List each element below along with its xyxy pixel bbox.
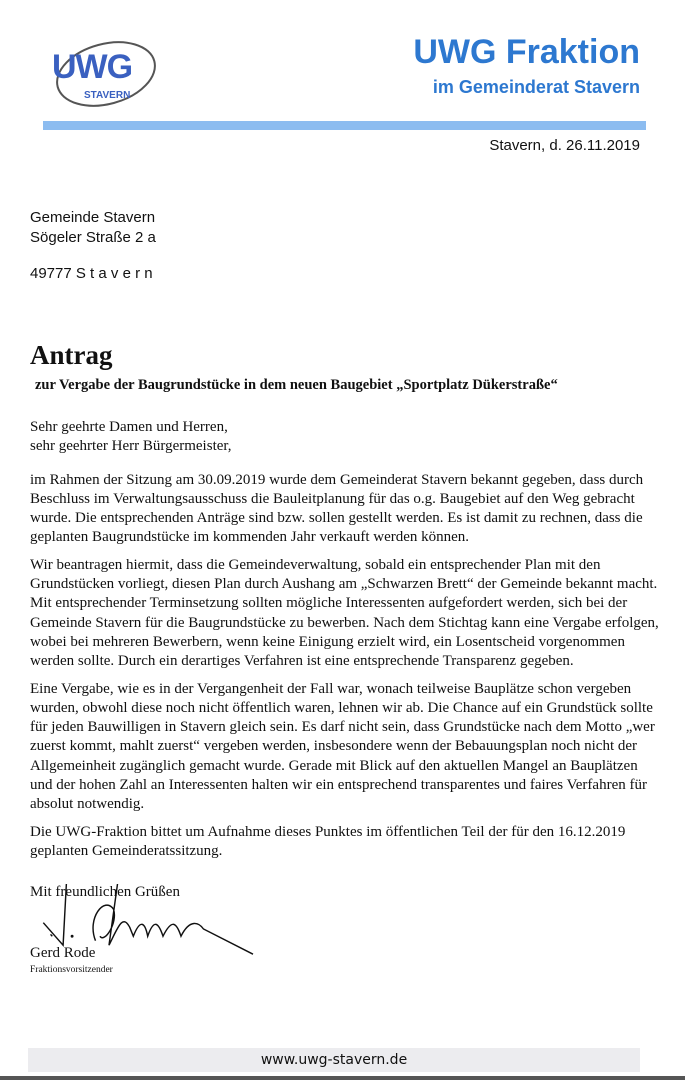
salutation-line: sehr geehrter Herr Bürgermeister, <box>30 438 232 455</box>
salutation-line: Sehr geehrte Damen und Herren, <box>30 419 228 435</box>
document-heading: Antrag <box>30 340 113 370</box>
letter-body <box>30 418 662 861</box>
closing: Mit freundlichen Grüßen <box>30 884 180 901</box>
recipient-city: 49777 S t a v e r n <box>30 265 153 282</box>
recipient-street: Sögeler Straße 2 a <box>30 229 156 246</box>
header-divider <box>43 121 646 130</box>
logo-text: UWG <box>52 48 133 86</box>
signer-name: Gerd Rode <box>30 945 96 962</box>
recipient-name: Gemeinde Stavern <box>30 209 156 226</box>
footer-website: www.uwg-stavern.de <box>28 1048 640 1072</box>
letterhead-title: UWG Fraktion <box>413 33 640 71</box>
letterhead-subtitle: im Gemeinderat Stavern <box>432 77 640 97</box>
logo-subtext: STAVERN <box>84 90 131 101</box>
paragraph: Wir beantragen hiermit, dass die Gemeindeverwaltung, sobald ein entsprechender Plan mit den Grundstücken vorliegt, diesen Plan durch Aushang am „Schwarzen Brett“ der Gemeinde bekannt macht. Mit entsprechender Terminsetzung sollten mögliche Interessenten aufgefordert werden, sich bei der Gemeinde Stavern für die Baugrundstücke zu bewerben. Nach dem Stichtag kann eine Vergabe erfolgen, wobei bei mehreren Bewerbern, wenn keine Einigung erzielt wird, ein Losentscheid vorgenommen werden sollte. Durch ein derartiges Verfahren ist eine entsprechende Transparenz gegeben. <box>30 556 659 670</box>
paragraph: im Rahmen der Sitzung am 30.09.2019 wurde dem Gemeinderat Stavern bekannt gegeben, dass durch Beschluss im Verwaltungsausschuss die Bauleitplanung für das o.g. Baugebiet auf den Weg gebracht wurde. Die entsprechenden Anträge sind bzw. sollen gestellt werden. Es ist damit zu rechnen, dass die geplanten Baugrundstücke im kommenden Jahr verkauft werden können. <box>30 471 644 546</box>
uwg-logo <box>44 34 160 112</box>
salutation <box>30 418 662 457</box>
letter-date: Stavern, d. 26.11.2019 <box>489 137 640 154</box>
paragraph: Die UWG-Fraktion bittet um Aufnahme dieses Punktes im öffentlichen Teil der für den 16.12.2019 geplanten Gemeinderatssitzung. <box>30 823 626 859</box>
document-subheading: zur Vergabe der Baugrundstücke in dem neuen Baugebiet „Sportplatz Dükerstraße“ <box>35 377 558 393</box>
letter-content <box>30 418 662 976</box>
paragraph: Eine Vergabe, wie es in der Vergangenheit der Fall war, wonach teilweise Bauplätze schon vergeben wurden, obwohl diese noch nicht öffentlich waren, lehnen wir ab. Die Chance auf ein Grundstück sollte für jeden Bauwilligen in Stavern gleich sein. Es darf nicht sein, dass Grundstücke nach dem Motto „wer zuerst kommt, mahlt zuerst“ vergeben werden, insbesondere wenn der Bebauungsplan noch nicht der Allgemeinheit zugänglich gemacht wurde. Gerade mit Blick auf den aktuellen Mangel an Bauplätzen und der hohen Zahl an Interessenten halten wir ein entsprechend transparentes und faires Verfahren für absolut notwendig. <box>30 680 655 813</box>
page-edge <box>0 1076 685 1080</box>
signer-role: Fraktionsvorsitzender <box>30 965 113 976</box>
